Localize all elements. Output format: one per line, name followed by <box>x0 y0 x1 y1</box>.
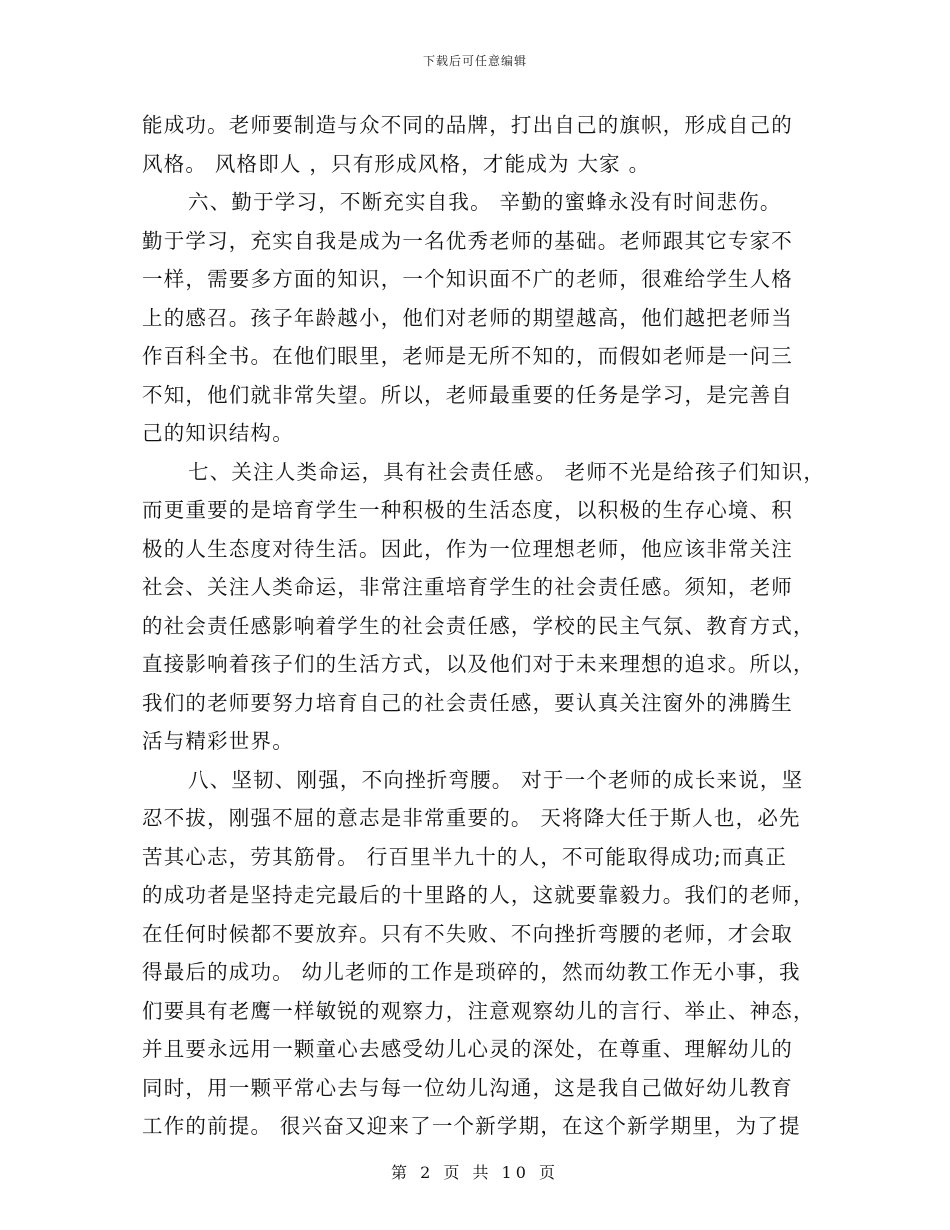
page-header: 下载后可任意编辑 <box>422 54 527 68</box>
text-line: 忍不拔，刚强不屈的意志是非常重要的。 天将降大任于斯人也，必先 <box>142 806 801 830</box>
text-line: 上的感召。孩子年龄越小，他们对老师的期望越高，他们越把老师当 <box>142 305 793 330</box>
paragraph-first-line: 六、勤于学习，不断充实自我。 辛勤的蜜蜂永没有时间悲伤。 <box>188 190 782 214</box>
text-line: 在任何时候都不要放弃。只有不失败、不向挫折弯腰的老师，才会取 <box>142 921 793 946</box>
text-line: 一样，需要多方面的知识，一个知识面不广的老师，很难给学生人格 <box>142 267 793 291</box>
text-line: 而更重要的是培育学生一种积极的生活态度，以积极的生存心境、积 <box>142 498 793 522</box>
text-line: 同时，用一颗平常心去与每一位幼儿沟通，这是我自己做好幼儿教育 <box>142 1075 793 1100</box>
text-line: 苦其心志，劳其筋骨。 行百里半九十的人，不可能取得成功;而真正 <box>142 844 788 869</box>
text-line: 们要具有老鹰一样敏锐的观察力，注意观察幼儿的言行、举止、神态， <box>142 998 815 1023</box>
text-line: 我们的老师要努力培育自己的社会责任感，要认真关注窗外的沸腾生 <box>142 690 793 715</box>
text-line: 得最后的成功。 幼儿老师的工作是琐碎的，然而幼教工作无小事，我 <box>142 960 801 984</box>
text-line: 直接影响着孩子们的生活方式，以及他们对于未来理想的追求。所以， <box>142 652 815 676</box>
text-line: 不知，他们就非常失望。所以，老师最重要的任务是学习，是完善自 <box>142 382 793 407</box>
text-line: 极的人生态度对待生活。因此，作为一位理想老师，他应该非常关注 <box>142 536 793 561</box>
text-line: 勤于学习，充实自我是成为一名优秀老师的基础。老师跟其它专家不 <box>142 228 793 253</box>
text-line: 己的知识结构。 <box>142 421 294 445</box>
text-line: 能成功。老师要制造与众不同的品牌，打出自己的旗帜，形成自己的 <box>142 113 793 137</box>
page-footer: 第 2 页 共 10 页 <box>391 1163 559 1182</box>
text-line: 的成功者是坚持走完最后的十里路的人，这就要靠毅力。我们的老师， <box>142 883 815 907</box>
document-body <box>142 106 826 1146</box>
text-line: 作百科全书。在他们眼里，老师是无所不知的，而假如老师是一问三 <box>142 344 793 368</box>
text-line: 并且要永远用一颗童心去感受幼儿心灵的深处，在尊重、理解幼儿的 <box>142 1037 793 1061</box>
text-line: 工作的前提。 很兴奋又迎来了一个新学期，在这个新学期里，为了提 <box>142 1114 801 1138</box>
paragraph-first-line: 七、关注人类命运，具有社会责任感。 老师不光是给孩子们知识， <box>188 459 826 484</box>
text-line: 社会、关注人类命运，非常注重培育学生的社会责任感。须知，老师 <box>142 575 793 599</box>
paragraph-first-line: 八、坚韧、刚强，不向挫折弯腰。 对于一个老师的成长来说，坚 <box>188 767 804 792</box>
text-line: 风格。 风格即人 ，只有形成风格，才能成为 大家 。 <box>142 151 651 176</box>
text-line: 的社会责任感影响着学生的社会责任感，学校的民主气氛、教育方式， <box>142 613 815 638</box>
text-line: 活与精彩世界。 <box>142 729 294 753</box>
